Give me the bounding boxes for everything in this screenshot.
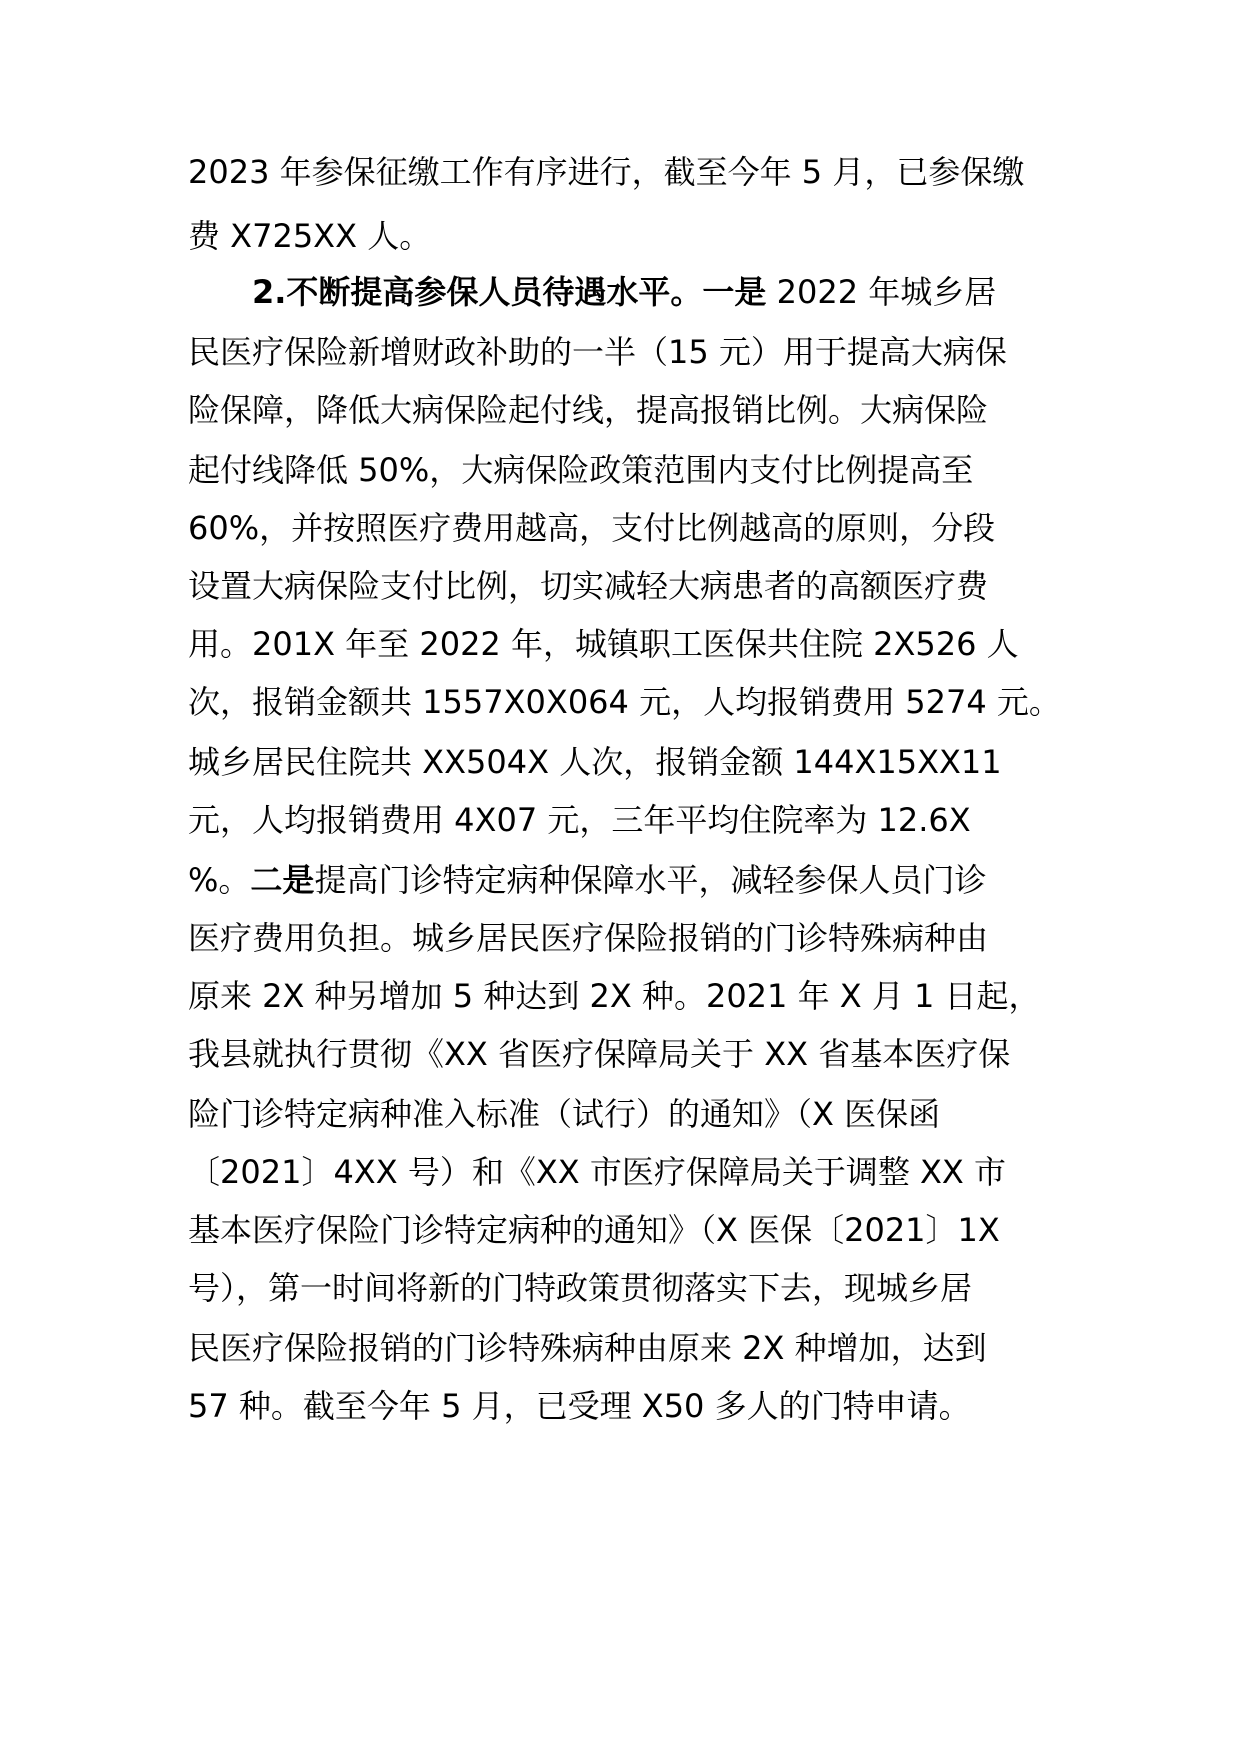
text-line: 民医疗保险新增财政补助的一半（15 元）用于提高大病保 bbox=[188, 333, 1007, 371]
text-line: 57 种。截至今年 5 月，已受理 X50 多人的门特申请。 bbox=[188, 1387, 971, 1425]
text-line: 2023 年参保征缴工作有序进行，截至今年 5 月，已参保缴 bbox=[188, 153, 1025, 191]
text-line: 费 X725XX 人。 bbox=[188, 217, 432, 255]
text-line: 次，报销金额共 1557X0X064 元，人均报销费用 5274 元。 bbox=[188, 683, 1061, 721]
text-line: 号），第一时间将新的门特政策贯彻落实下去，现城乡居 bbox=[188, 1269, 973, 1307]
text-line: 险保障，降低大病保险起付线，提高报销比例。大病保险 bbox=[188, 391, 989, 429]
text-line: 医疗费用负担。城乡居民医疗保险报销的门诊特殊病种由 bbox=[188, 919, 989, 957]
emphasis-text: 二是 bbox=[250, 861, 315, 899]
text-line: 原来 2X 种另增加 5 种达到 2X 种。2021 年 X 月 1 日起， bbox=[188, 977, 1041, 1015]
text-line: 我县就执行贯彻《XX 省医疗保障局关于 XX 省基本医疗保 bbox=[188, 1035, 1011, 1073]
text-line: 基本医疗保险门诊特定病种的通知》（X 医保〔2021〕1X bbox=[188, 1211, 1000, 1249]
text-line: 2.不断提高参保人员待遇水平。一是 2022 年城乡居 bbox=[252, 273, 997, 311]
text-line: 城乡居民住院共 XX504X 人次，报销金额 144X15XX11 bbox=[188, 743, 1002, 781]
text-line: 民医疗保险报销的门诊特殊病种由原来 2X 种增加，达到 bbox=[188, 1329, 987, 1367]
text-line: 〔2021〕4XX 号）和《XX 市医疗保障局关于调整 XX 市 bbox=[188, 1153, 1007, 1191]
text-line: 设置大病保险支付比例，切实减轻大病患者的高额医疗费 bbox=[188, 567, 989, 605]
text-line: 险门诊特定病种准入标准（试行）的通知》（X 医保函 bbox=[188, 1095, 941, 1133]
text-line: %。二是提高门诊特定病种保障水平，减轻参保人员门诊 bbox=[188, 861, 987, 899]
text-line: 60%，并按照医疗费用越高，支付比例越高的原则，分段 bbox=[188, 509, 996, 547]
text-line: 用。201X 年至 2022 年，城镇职工医保共住院 2X526 人 bbox=[188, 625, 1019, 663]
text-line: 起付线降低 50%，大病保险政策范围内支付比例提高至 bbox=[188, 451, 974, 489]
text-line: 元，人均报销费用 4X07 元，三年平均住院率为 12.6X bbox=[188, 801, 971, 839]
section-heading: 2.不断提高参保人员待遇水平。一是 bbox=[252, 273, 767, 311]
